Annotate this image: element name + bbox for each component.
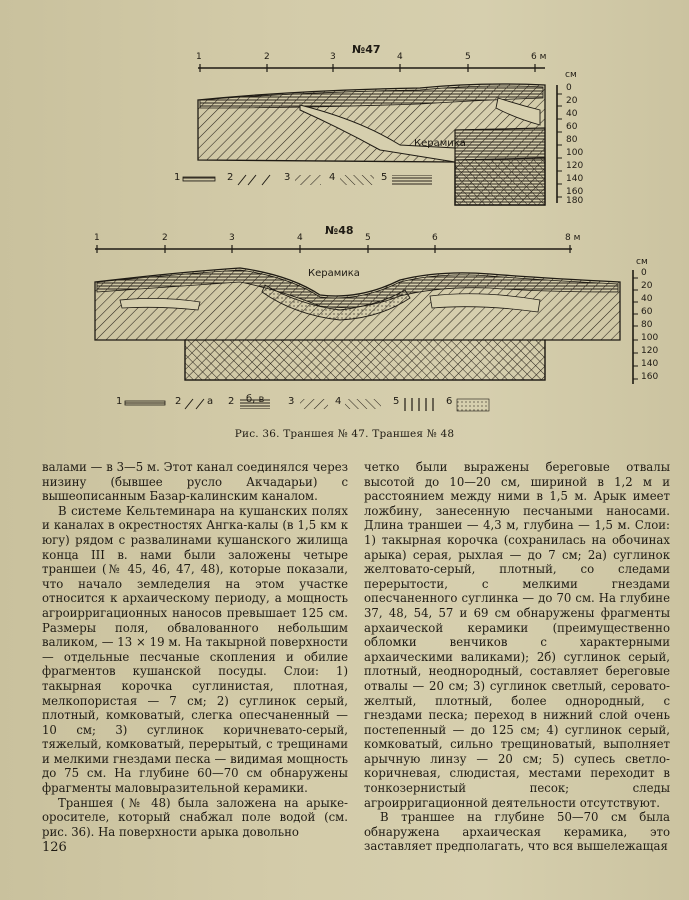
legend-num: 6 [446, 396, 453, 407]
trench-48-ceramics-label: Керамика [308, 268, 360, 279]
depth-tick: 60 [641, 307, 653, 317]
legend-num: 2 [227, 172, 234, 183]
scale-tick: 4 [397, 52, 403, 62]
legend-num: а [207, 396, 214, 407]
depth-tick: 180 [566, 196, 584, 206]
scale-tick: 5 [465, 52, 471, 62]
right-column [364, 460, 670, 854]
depth-tick: 80 [566, 135, 578, 145]
paragraph: валами — в 3—5 м. Этот канал соединялся через низину (бывшее русло Акчадарьи) с вышеописанным Базар-калинским каналом. [42, 460, 348, 504]
scale-tick: 4 [297, 233, 303, 243]
depth-tick: 0 [566, 83, 572, 93]
legend-num: 4 [335, 396, 342, 407]
scale-tick: 5 [365, 233, 371, 243]
depth-tick: 140 [641, 359, 659, 369]
depth-tick: 0 [641, 268, 647, 278]
depth-tick: 100 [641, 333, 659, 343]
left-column [42, 460, 348, 839]
depth-tick: 120 [641, 346, 659, 356]
scale-tick: 1 [94, 233, 100, 243]
scale-tick: 6 [432, 233, 438, 243]
paragraph: В системе Кельтеминара на кушанских полях и каналах в окрестностях Ангка-калы (в 1,5 км к югу) рядом с развалинами кушанского жилища конца III в. нами были заложены четыре траншеи (№ 45, 46, 47, 48), которые показали, что начало земледелия на этом участке относится к архаическому периоду, а мощность агроирригационных наносов превышает 125 см. Размеры поля, обвалованного небольшим валиком, — 13 × 19 м. На такырной поверхности — отдельные песчаные скопления и обилие фрагментов кушанской посуды. Слои: 1) такырная корочка суглинистая, плотная, мелкопористая — 7 см; 2) суглинок серый, плотный, комковатый, слегка опесчаненный — 10 см; 3) суглинок коричневато-серый, тяжелый, комковатый, перерытый, с трещинами и мелкими гнездами песка — видимая мощность до 75 см. На глубине 60—70 см обнаружены фрагменты маловыразительной керамики. [42, 503, 348, 796]
depth-tick: 20 [566, 96, 578, 106]
paragraph: В траншее на глубине 50—70 см была обнаружена архаическая керамика, это заставляет предполагать, что вся вышележащая [364, 810, 670, 854]
trench-48-title: №48 [325, 224, 354, 237]
scale-tick: 3 [229, 233, 235, 243]
page-number: 126 [42, 840, 67, 855]
legend-num: 5 [381, 172, 388, 183]
depth-tick: 40 [641, 294, 653, 304]
trench-47-profile [0, 0, 689, 430]
depth-tick: 80 [641, 320, 653, 330]
figure-caption: Рис. 36. Траншея № 47. Траншея № 48 [234, 428, 455, 440]
depth-tick: 140 [566, 174, 584, 184]
scale-tick: 1 [196, 52, 202, 62]
paragraph: четко были выражены береговые отвалы высотой до 10—20 см, шириной в 1,2 м и расстоянием между ними в 1,5 м. Арык имеет ложбину, занесенную песчаными наносами. Длина траншеи — 4,3 м, глубина — 1,5 м. Слои: 1) такырная корочка (сохранилась на обочинах арыка) серая, рыхлая — до 7 см; 2а) суглинок желтовато-серый, плотный, со следами перерытости, с мелкими гнездами опесчаненного суглинка — до 70 см. На глубине 37, 48, 54, 57 и 69 см обнаружены фрагменты архаической керамики (преимущественно обломки венчиков с характерными архаическими валиками); 2б) суглинок серый, плотный, неоднородный, составляет береговые отвалы — 20 см; 3) суглинок светлый, серовато-желтый, плотный, более однородный, с гнездами песка; переход в нижний слой очень постепенный — до 125 см; 4) суглинок серый, комковатый, сильно трещиноватый, выполняет арычную линзу — 20 см; 5) супесь светло-коричневая, слюдистая, местами переходит в тонкозернистый песок; следы агроирригационной деятельности отсутствуют. [364, 460, 670, 810]
scale-tick: 2 [264, 52, 270, 62]
scale-tick: 3 [330, 52, 336, 62]
depth-tick: 120 [566, 161, 584, 171]
legend-num: 3 [284, 172, 291, 183]
scale-tick: 6 м [531, 52, 547, 62]
legend-num: 2 [175, 396, 182, 407]
legend-num: 4 [329, 172, 336, 183]
trench-47-ceramics-label: Керамика [414, 138, 466, 149]
depth-tick: 40 [566, 109, 578, 119]
depth-tick: 160 [566, 187, 584, 197]
legend-num: 2 [228, 396, 235, 407]
depth-tick: 60 [566, 122, 578, 132]
scale-tick: 2 [162, 233, 168, 243]
legend-num: 3 [288, 396, 295, 407]
legend-num: 1 [174, 172, 181, 183]
trench-47-title: №47 [352, 43, 381, 56]
legend-num: 5 [393, 396, 400, 407]
depth-unit: см [565, 70, 577, 80]
depth-tick: 160 [641, 372, 659, 382]
depth-tick: 100 [566, 148, 584, 158]
scale-tick: 8 м [565, 233, 581, 243]
legend-num: 1 [116, 396, 123, 407]
legend-num: б, в [246, 394, 265, 405]
depth-unit: см [636, 257, 648, 267]
paragraph: Траншея (№ 48) была заложена на арыке-оросителе, который снабжал поле водой (см. рис. 36). На поверхности арыка довольно [42, 795, 348, 839]
depth-tick: 20 [641, 281, 653, 291]
